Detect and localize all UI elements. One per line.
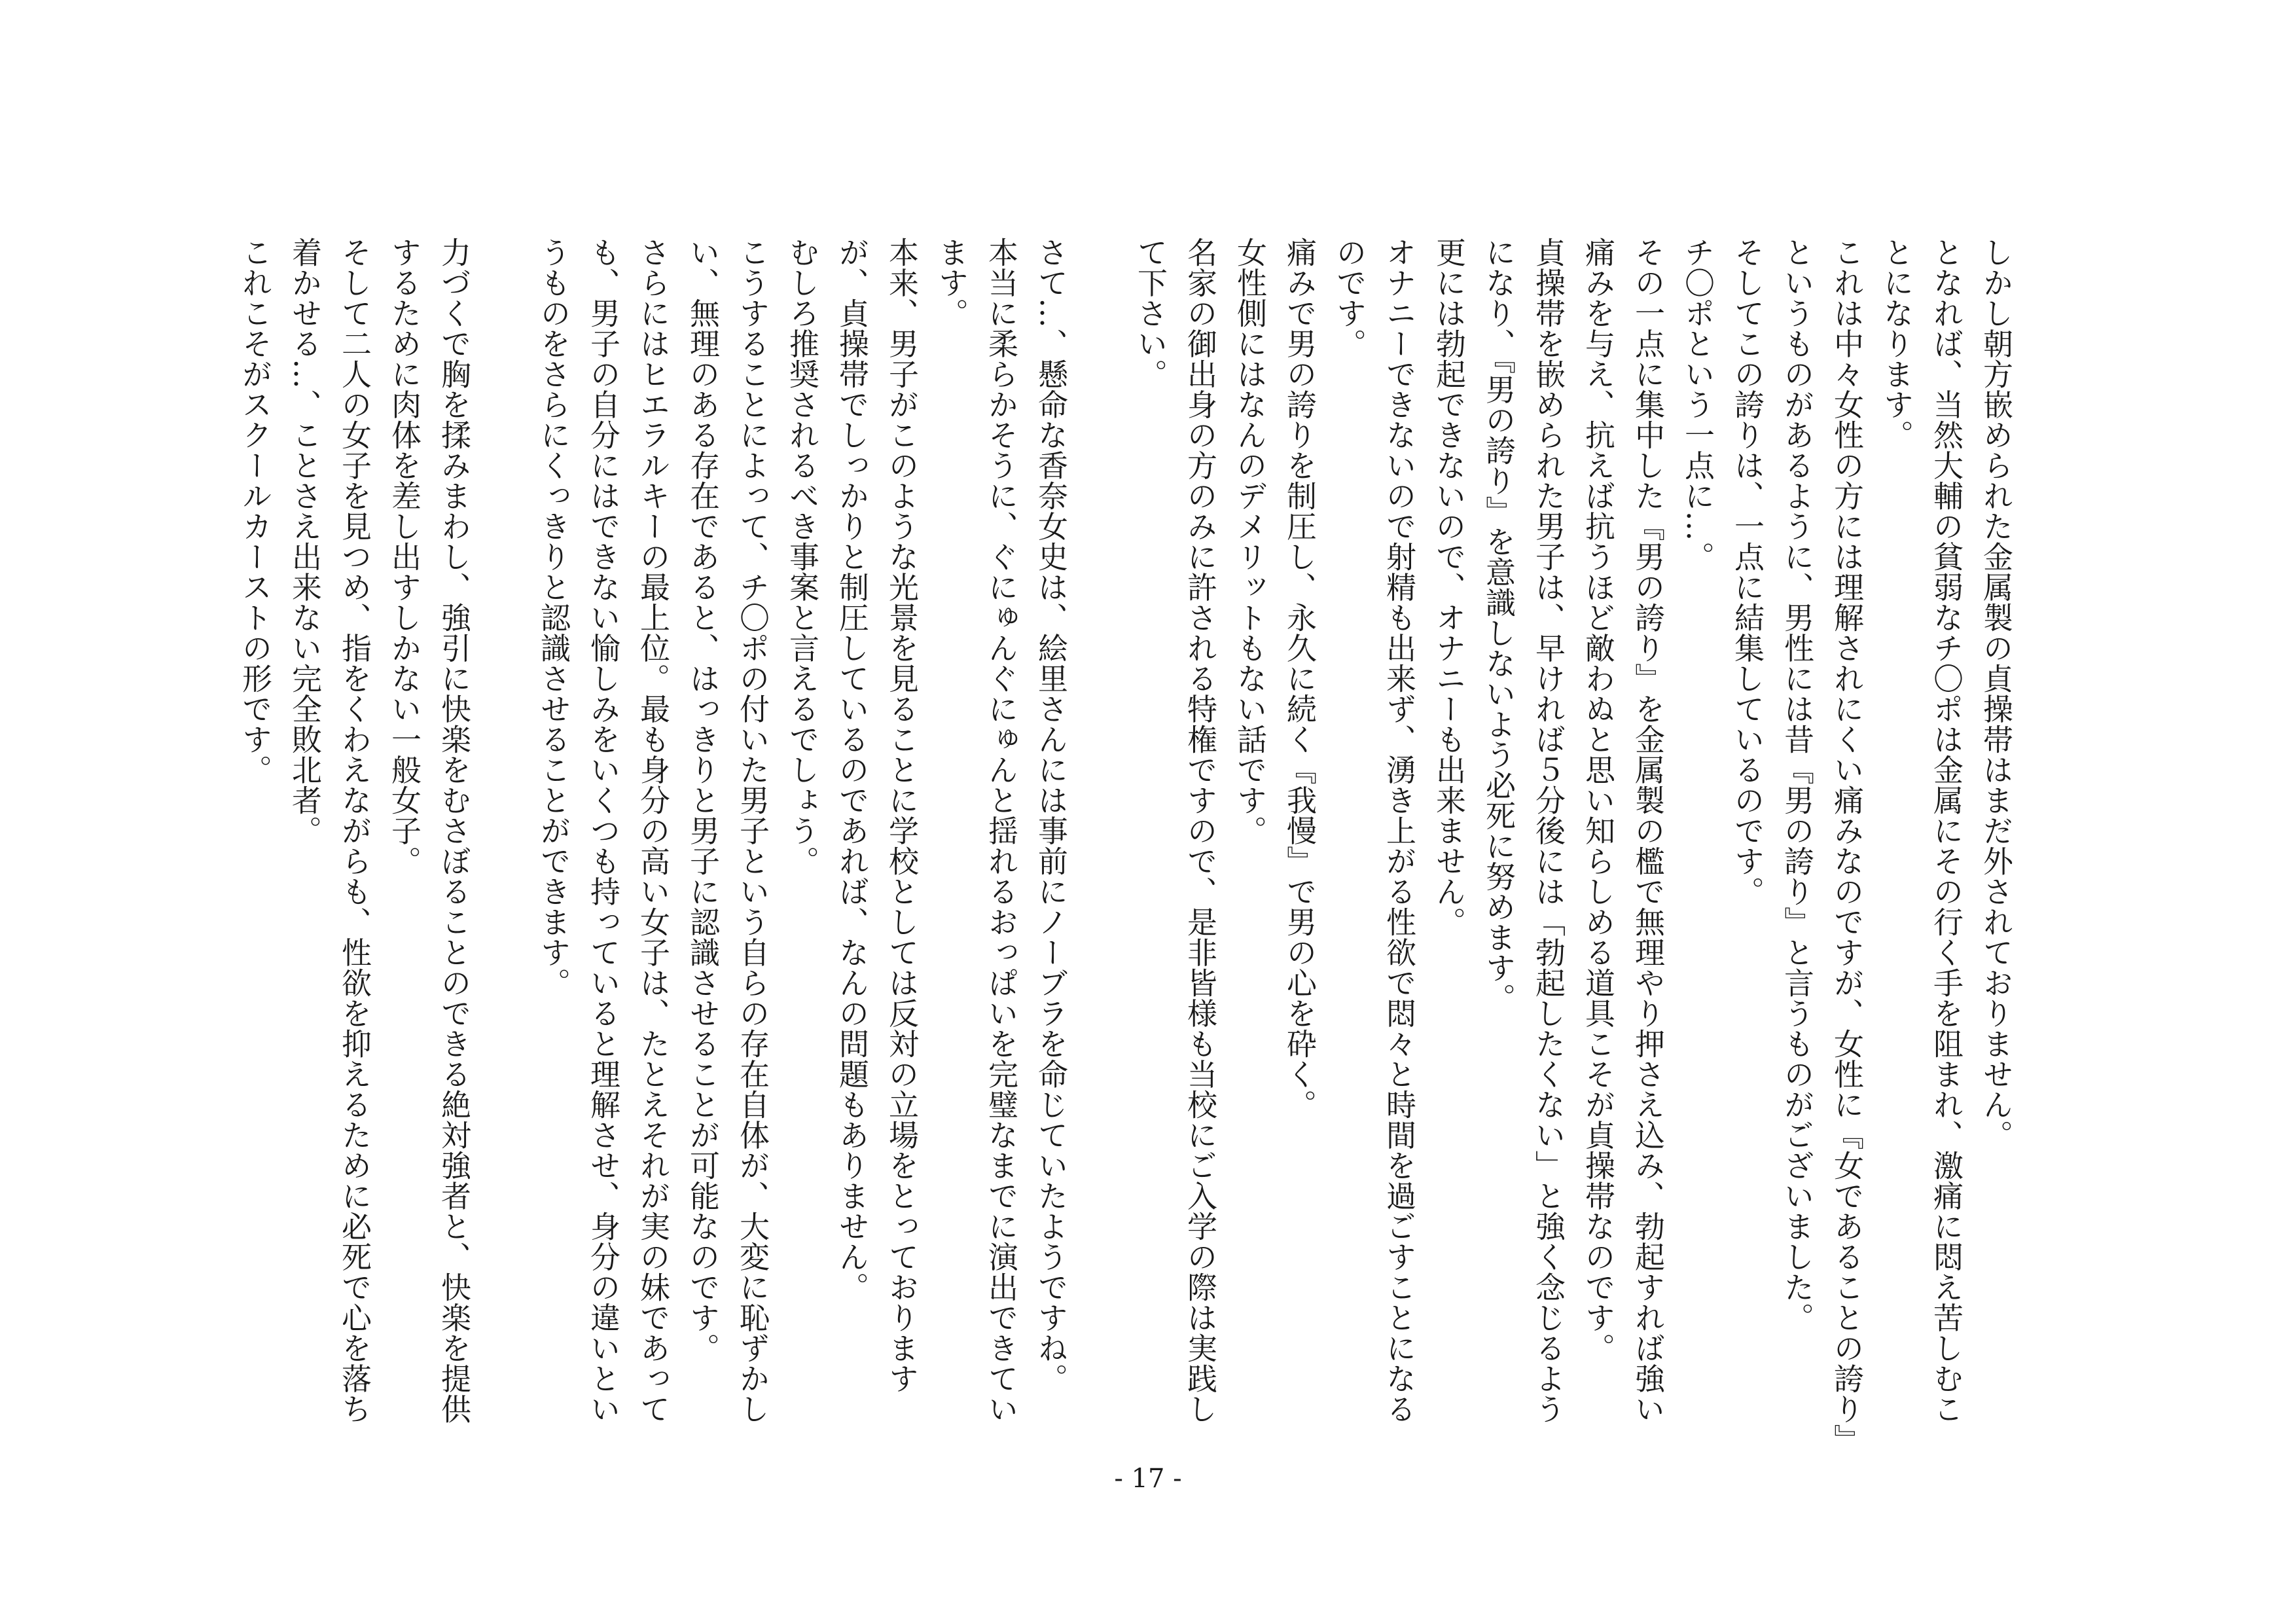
paragraph: 貞操帯を嵌められた男子は、早ければ５分後には「勃起したくない」と強く念じるようになり、『男の誇り』を意識しないよう必死に努めます。 — [1481, 237, 1566, 1424]
paragraph: これは中々女性の方には理解されにくい痛みなのですが、女性に『女であることの誇り』というものがあるように、男性には昔『男の誇り』と言うものがございました。 — [1780, 237, 1865, 1439]
paragraph: チ〇ポという一点に…。 — [1680, 237, 1715, 572]
paragraph: 本来、男子がこのような光景を見ることに学校としては反対の立場をとっておりますが、貞操帯でしっかりと制圧しているのであれば、なんの問題もありません。 — [834, 237, 920, 1394]
paragraph: そしてこの誇りは、一点に結集しているのです。 — [1730, 237, 1765, 907]
paragraph: となれば、当然大輔の貧弱なチ〇ポは金属にその行く手を阻まれ、激痛に悶え苦しむことになります。 — [1879, 237, 1964, 1424]
paragraph: 名家の御出身の方のみに許される特権ですので、是非皆様も当校にご入学の際は実践して下さい。 — [1133, 237, 1218, 1424]
paragraph: しかし朝方嵌められた金属製の貞操帯はまだ外されておりません。 — [1979, 237, 2014, 1150]
paragraph: 女性側にはなんのデメリットもない話です。 — [1232, 237, 1268, 846]
page-number: - 17 - — [1114, 1464, 1182, 1494]
paragraph: そして二人の女子を見つめ、指をくわえながらも、性欲を抑えるために必死で心を落ち着かせる…、ことさえ出来ない完全敗北者。 — [287, 237, 372, 1424]
paragraph: これこそがスクールカーストの形です。 — [238, 237, 273, 785]
paragraph: 痛みで男の誇りを制圧し、永久に続く『我慢』で男の心を砕く。 — [1282, 237, 1318, 1120]
paragraph: こうすることによって、チ〇ポの付いた男子という自らの存在自体が、大変に恥ずかしい、無理のある存在であると、はっきりと男子に認識させることが可能なのです。 — [685, 237, 770, 1424]
paragraph: 本当に柔らかそうに、ぐにゅんぐにゅんと揺れるおっぱいを完璧なまでに演出できています。 — [934, 237, 1019, 1424]
body-text — [238, 237, 2021, 1441]
paragraph: むしろ推奨されるべき事案と言えるでしょう。 — [785, 237, 820, 876]
paragraph: 力づくで胸を揉みまわし、強引に快楽をむさぼることのできる絶対強者と、快楽を提供するために肉体を差し出すしかない一般女子。 — [387, 237, 472, 1424]
paragraph: その一点に集中した『男の誇り』を金属製の檻で無理やり押さえ込み、勃起すれば強い痛みを与え、抗えば抗うほど敵わぬと思い知らしめる道具こそが貞操帯なのです。 — [1581, 237, 1666, 1424]
paragraph: 更には勃起できないので、オナニーも出来ません。 — [1431, 237, 1467, 937]
paragraph: さらにはヒエラルキーの最上位。最も身分の高い女子は、たとえそれが実の妹であっても、男子の自分にはできない愉しみをいくつも持っていると理解させ、身分の違いというものをさらにくっきりと認識させることができます。 — [536, 237, 671, 1424]
paragraph: さて…、懸命な香奈女史は、絵里さんには事前にノーブラを命じていたようですね。 — [1033, 237, 1069, 1394]
paragraph: オナニーできないので射精も出来ず、湧き上がる性欲で悶々と時間を過ごすことになるのです。 — [1332, 237, 1417, 1424]
